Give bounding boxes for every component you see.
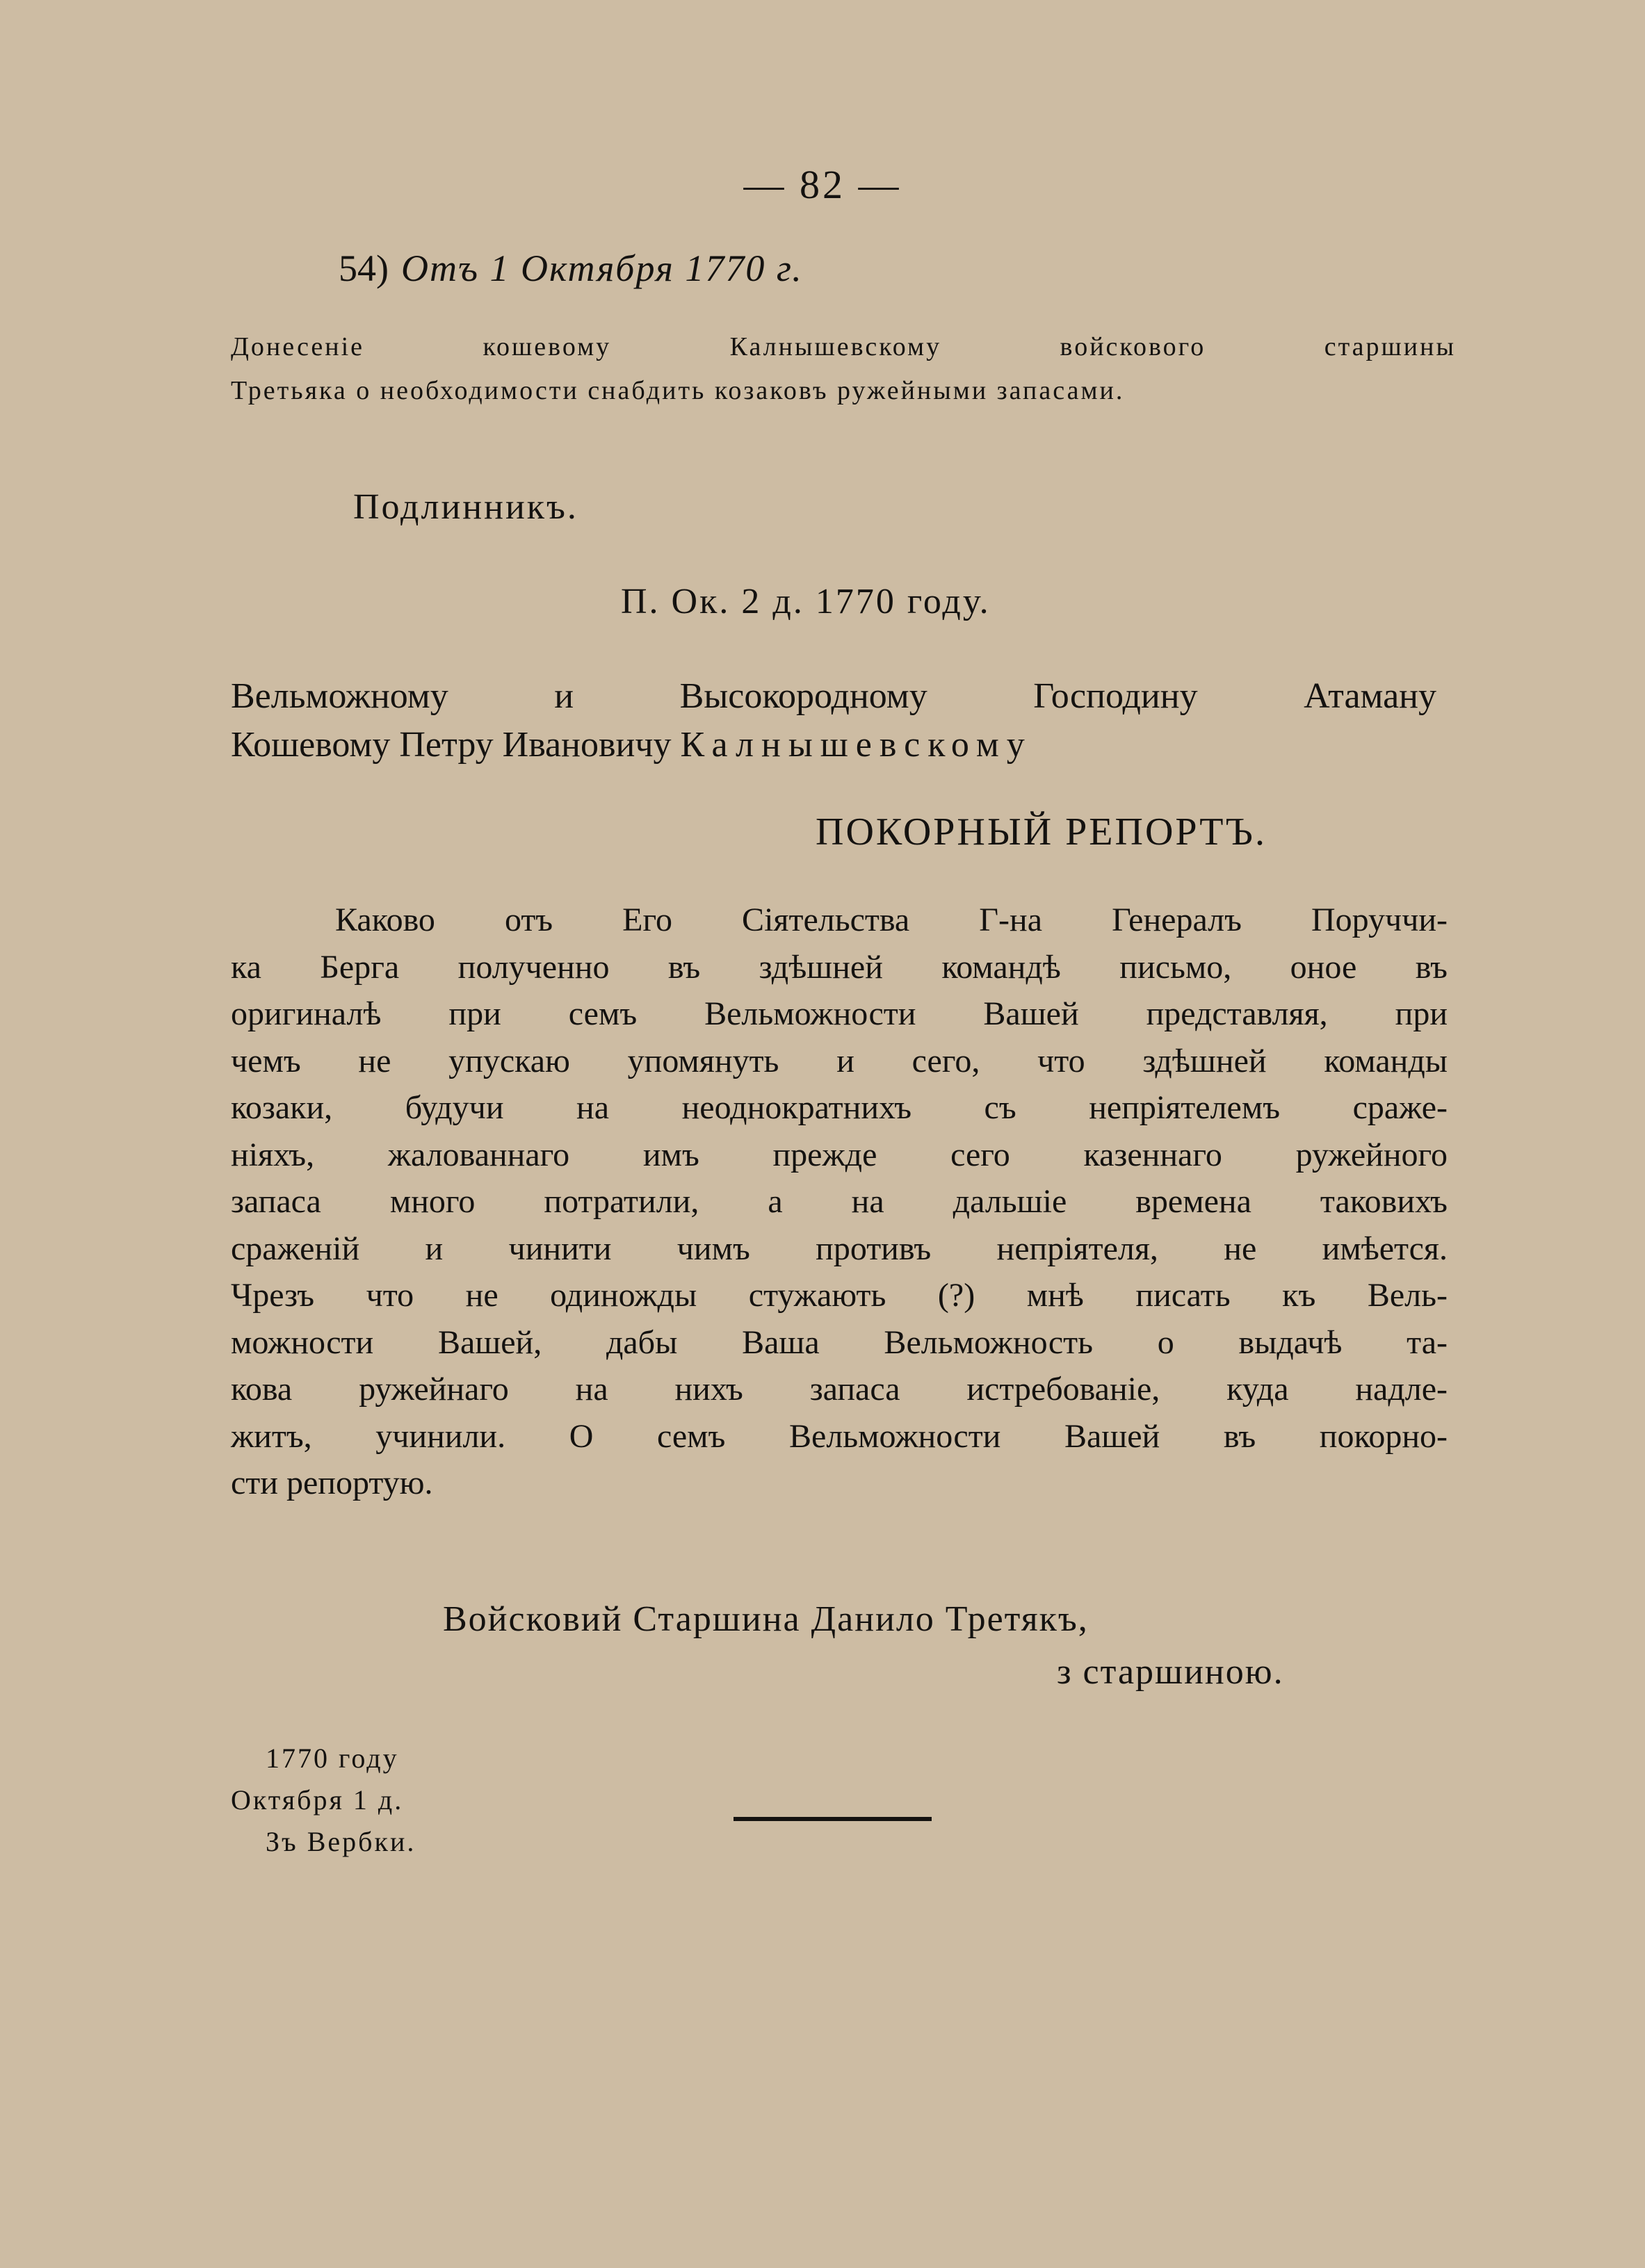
body-line: Каково отъ Его Сіятельства Г-на Генералъ Поруччи- [335,902,1448,938]
body-line: запаса много потратили, а на дальшіе времена таковихъ [231,1183,1448,1220]
page-number: — 82 — [743,162,902,207]
body-line: козаки, будучи на неоднократнихъ съ непріятелемъ сраже- [231,1089,1448,1126]
closing-rule [734,1817,932,1821]
body-line: ка Берга полученно въ здѣшней командѣ письмо, оное въ [231,948,1448,986]
body-line: кова ружейнаго на нихъ запаса истребованіе, куда надле- [231,1371,1448,1408]
body-line: чемъ не упускаю упомянуть и сего, что здѣшней команды [231,1042,1448,1079]
colophon [231,1738,416,1863]
body-line: можности Вашей, дабы Ваша Вельможность о выдачѣ та- [231,1323,1448,1361]
report-body [231,897,1448,1507]
body-line: житъ, учинили. О семъ Вельможности Вашей въ покорно- [231,1417,1448,1455]
document-date: Отъ 1 Октября 1770 г. [400,247,803,289]
body-line: ніяхъ, жалованнаго имъ прежде сего казеннаго ружейного [231,1136,1448,1173]
document-heading [339,247,803,290]
signature-line-2: з старшиною. [1057,1652,1284,1692]
address-line-2 [231,724,1436,765]
original-label: Подлинникъ. [353,487,578,527]
report-title: ПОКОРНЫЙ РЕПОРТЪ. [816,810,1267,854]
summary-line-2: Третьяка о необходимости снабдить козаковъ ружейными запасами. [231,376,1125,405]
colophon-place: Зъ Вербки. [266,1826,416,1857]
address-surname: Калнышевскому [680,725,1032,765]
body-line: Чрезъ что не одиножды стужають (?) мнѣ писать къ Вель- [231,1277,1448,1314]
body-line: сти репортую. [231,1465,433,1501]
body-line: сраженій и чинити чимъ противъ непріятеля, не имѣется. [231,1230,1448,1267]
summary-line-1: Донесеніе кошевому Калнышевскому войскового старшины [231,332,1456,361]
reference-date: П. Ок. 2 д. 1770 году. [621,582,991,621]
signature-line-1: Войсковий Старшина Данило Третякъ, [443,1599,1089,1639]
address-line-1: Вельможному и Высокородному Господину Атаману [231,676,1436,716]
colophon-day: Октября 1 д. [231,1784,404,1816]
document-number: 54) [339,247,389,289]
colophon-year: 1770 году [266,1743,399,1774]
address-line-2-start: Кошевому Петру Ивановичу [231,725,672,765]
body-line: оригиналѣ при семъ Вельможности Вашей представляя, при [231,995,1448,1032]
